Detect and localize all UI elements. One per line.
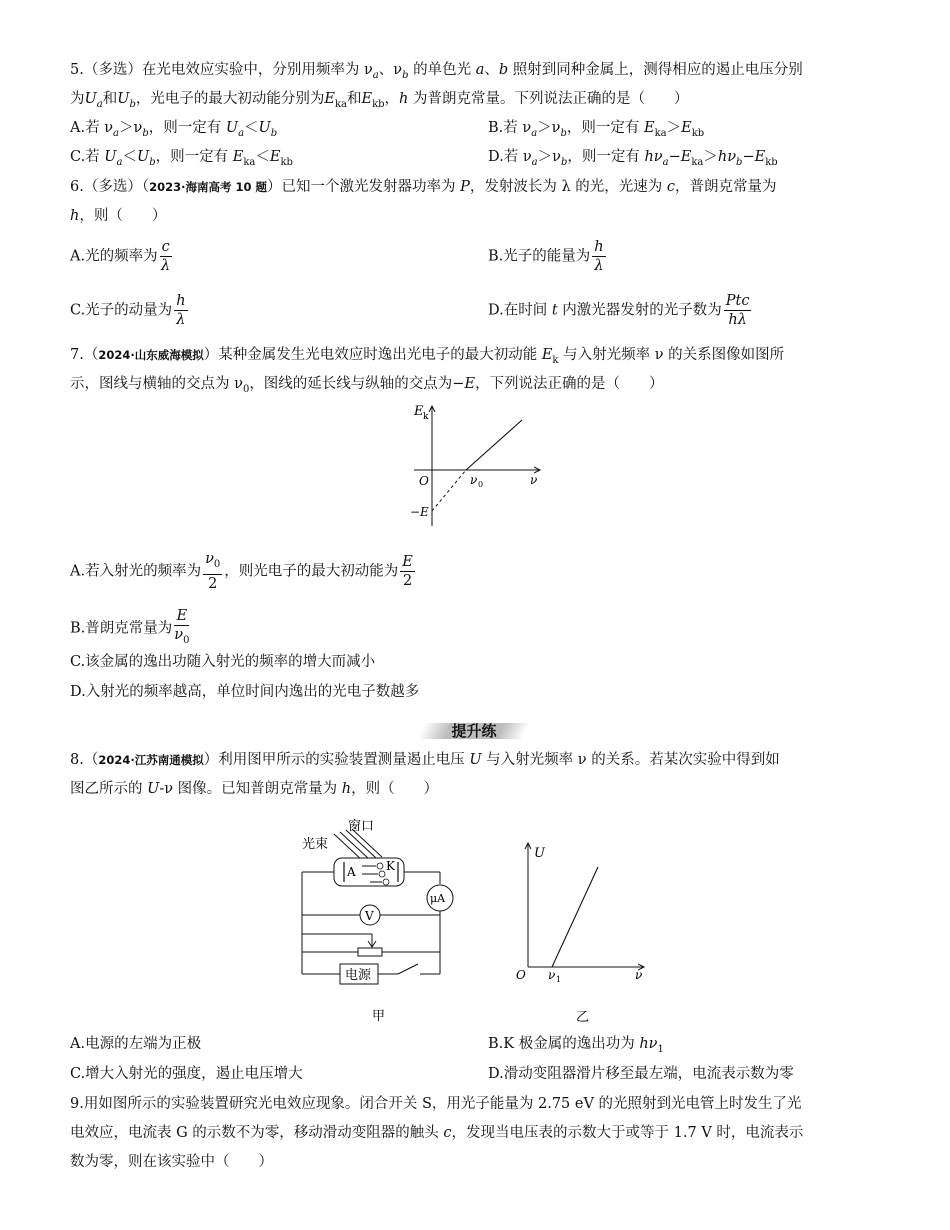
section-banner: [422, 720, 526, 742]
q6-option-c[interactable]: C.光子的动量为 $\frac{h}{\lambda}$: [70, 293, 186, 328]
power-source-label: 电源: [345, 968, 372, 983]
q6-stem-line2: h，则（ ）: [70, 208, 167, 224]
q5-stem-line1: 5.（多选）在光电效应实验中，分别用频率为 $\nu_a$、$\nu_b$ 的单色光 a、b 照射到同种金属上，测得相应的遏止电压分别: [70, 62, 803, 81]
nu1-label: ν: [548, 968, 556, 982]
minus-e-label: −E: [410, 505, 429, 519]
q8-option-b[interactable]: B.K 极金属的逸出功为 $h\nu_1$: [488, 1036, 664, 1055]
q8-option-d[interactable]: D.滑动变阻器滑片移至最左端，电流表示数为零: [488, 1066, 794, 1082]
q5-stem-line2: 为$U_a$和$U_b$，光电子的最大初动能分别为$E_{ka}$和$E_{kb}$，h 为普朗克常量。下列说法正确的是（ ）: [70, 91, 689, 110]
switch: [398, 964, 418, 974]
fraction: $\frac{\nu_0}{2}$: [205, 551, 221, 592]
section-title: 提升练: [451, 722, 497, 740]
q6-option-a[interactable]: A.光的频率为 $\frac{c}{\lambda}$: [70, 239, 171, 274]
q5-option-a[interactable]: A.若 $\nu_a>\nu_b$，则一定有 $U_a<U_b$: [70, 120, 278, 139]
q8-stem-line2: 图乙所示的 U-ν 图像。已知普朗克常量为 h，则（ ）: [70, 781, 439, 797]
y-label: U: [534, 846, 545, 861]
q7-option-c[interactable]: C.该金属的逸出功随入射光的频率的增大而减小: [70, 654, 376, 670]
nu0-sub: 0: [478, 480, 484, 489]
q9-stem-line3: 数为零，则在该实验中（ ）: [70, 1154, 273, 1170]
q8-graph: [510, 835, 660, 1025]
fraction: $\frac{E}{\nu_0}$: [174, 608, 190, 646]
q7-option-a[interactable]: A.若入射光的频率为 $\frac{\nu_0}{2}$ ，则光电子的最大初动能为 $\frac{E}{2}$: [70, 551, 413, 592]
graph-line: [552, 867, 598, 967]
q9-stem-line1: 9.用如图所示的实验装置研究光电效应现象。闭合开关 S，用光子能量为 2.75 eV 的光照射到光电管上时发生了光: [70, 1096, 802, 1112]
q7-stem-line1: 7.（2024·山东威海模拟）某种金属发生光电效应时逸出光电子的最大初动能 $E_k$ 与入射光频率 ν 的关系图像如图所: [70, 347, 785, 366]
fraction: $\frac{c}{\lambda}$: [161, 239, 171, 274]
q6-option-b[interactable]: B.光子的能量为 $\frac{h}{\lambda}$: [488, 239, 604, 274]
cathode-label: K: [386, 859, 395, 873]
q5-option-c[interactable]: C.若 $U_a<U_b$，则一定有 $E_{ka}<E_{kb}$: [70, 149, 293, 168]
q8-stem-line1: 8.（2024·江苏南通模拟）利用图甲所示的实验装置测量遏止电压 U 与入射光频率 ν 的关系。若某次实验中得到如: [70, 752, 780, 768]
nu1-sub: 1: [556, 975, 562, 984]
q8-option-a[interactable]: A.电源的左端为正极: [70, 1036, 202, 1052]
voltmeter-label: V: [365, 909, 374, 923]
q7-option-d[interactable]: D.入射光的频率越高，单位时间内逸出的光电子数越多: [70, 684, 420, 700]
q7-stem-line2: 示，图线与横轴的交点为 $\nu_0$，图线的延长线与纵轴的交点为−E，下列说法正确的是（ ）: [70, 376, 664, 395]
x-label: ν: [635, 968, 643, 982]
fraction: $\frac{h}{\lambda}$: [594, 239, 604, 274]
q8-circuit-figure: [290, 812, 460, 1024]
graph-line: [466, 420, 522, 470]
q8-option-c[interactable]: C.增大入射光的强度，遏止电压增大: [70, 1066, 303, 1082]
beam-label: 光束: [302, 837, 329, 852]
figure-caption-yi: 乙: [576, 1010, 590, 1025]
q9-stem-line2: 电效应，电流表 G 的示数不为零，移动滑动变阻器的触头 c，发现当电压表的示数大于或等于 1.7 V 时，电流表示: [70, 1125, 804, 1141]
beam-ray: [340, 832, 370, 860]
q7-graph: [400, 398, 550, 530]
extension-line: [432, 470, 466, 511]
y-label: E: [414, 404, 424, 419]
q5-option-d[interactable]: D.若 $\nu_a>\nu_b$，则一定有 $h\nu_a-E_{ka}>h\nu_b-E_{kb}$: [488, 149, 778, 168]
origin-label: O: [419, 474, 429, 488]
fraction: $\frac{\text{Ptc}}{h\lambda}$: [725, 293, 750, 328]
q6-option-d[interactable]: D.在时间 t 内激光器发射的光子数为 $\frac{\text{Ptc}}{h\lambda}$: [488, 293, 750, 328]
anode-label: A: [347, 865, 356, 879]
q5-option-b[interactable]: B.若 $\nu_a>\nu_b$，则一定有 $E_{ka}>E_{kb}$: [488, 120, 705, 139]
q6-stem-line1: 6.（多选）（2023·海南高考 10 题）已知一个激光发射器功率为 P，发射波长为 λ 的光，光速为 c，普朗克常量为: [70, 179, 777, 195]
nu0-label: ν: [470, 473, 478, 487]
fraction: $\frac{E}{2}$: [402, 553, 413, 589]
origin-label: O: [516, 968, 526, 982]
rheostat: [358, 948, 382, 956]
window-label: 窗口: [348, 819, 375, 834]
microammeter-label: μA: [430, 892, 446, 905]
x-label: ν: [530, 473, 538, 487]
y-label-sub: k: [423, 412, 429, 422]
fraction: $\frac{h}{\lambda}$: [176, 293, 186, 328]
beam-ray: [346, 830, 376, 858]
figure-caption-jia: 甲: [372, 1009, 386, 1024]
q7-option-b[interactable]: B.普朗克常量为 $\frac{E}{\nu_0}$: [70, 607, 191, 650]
